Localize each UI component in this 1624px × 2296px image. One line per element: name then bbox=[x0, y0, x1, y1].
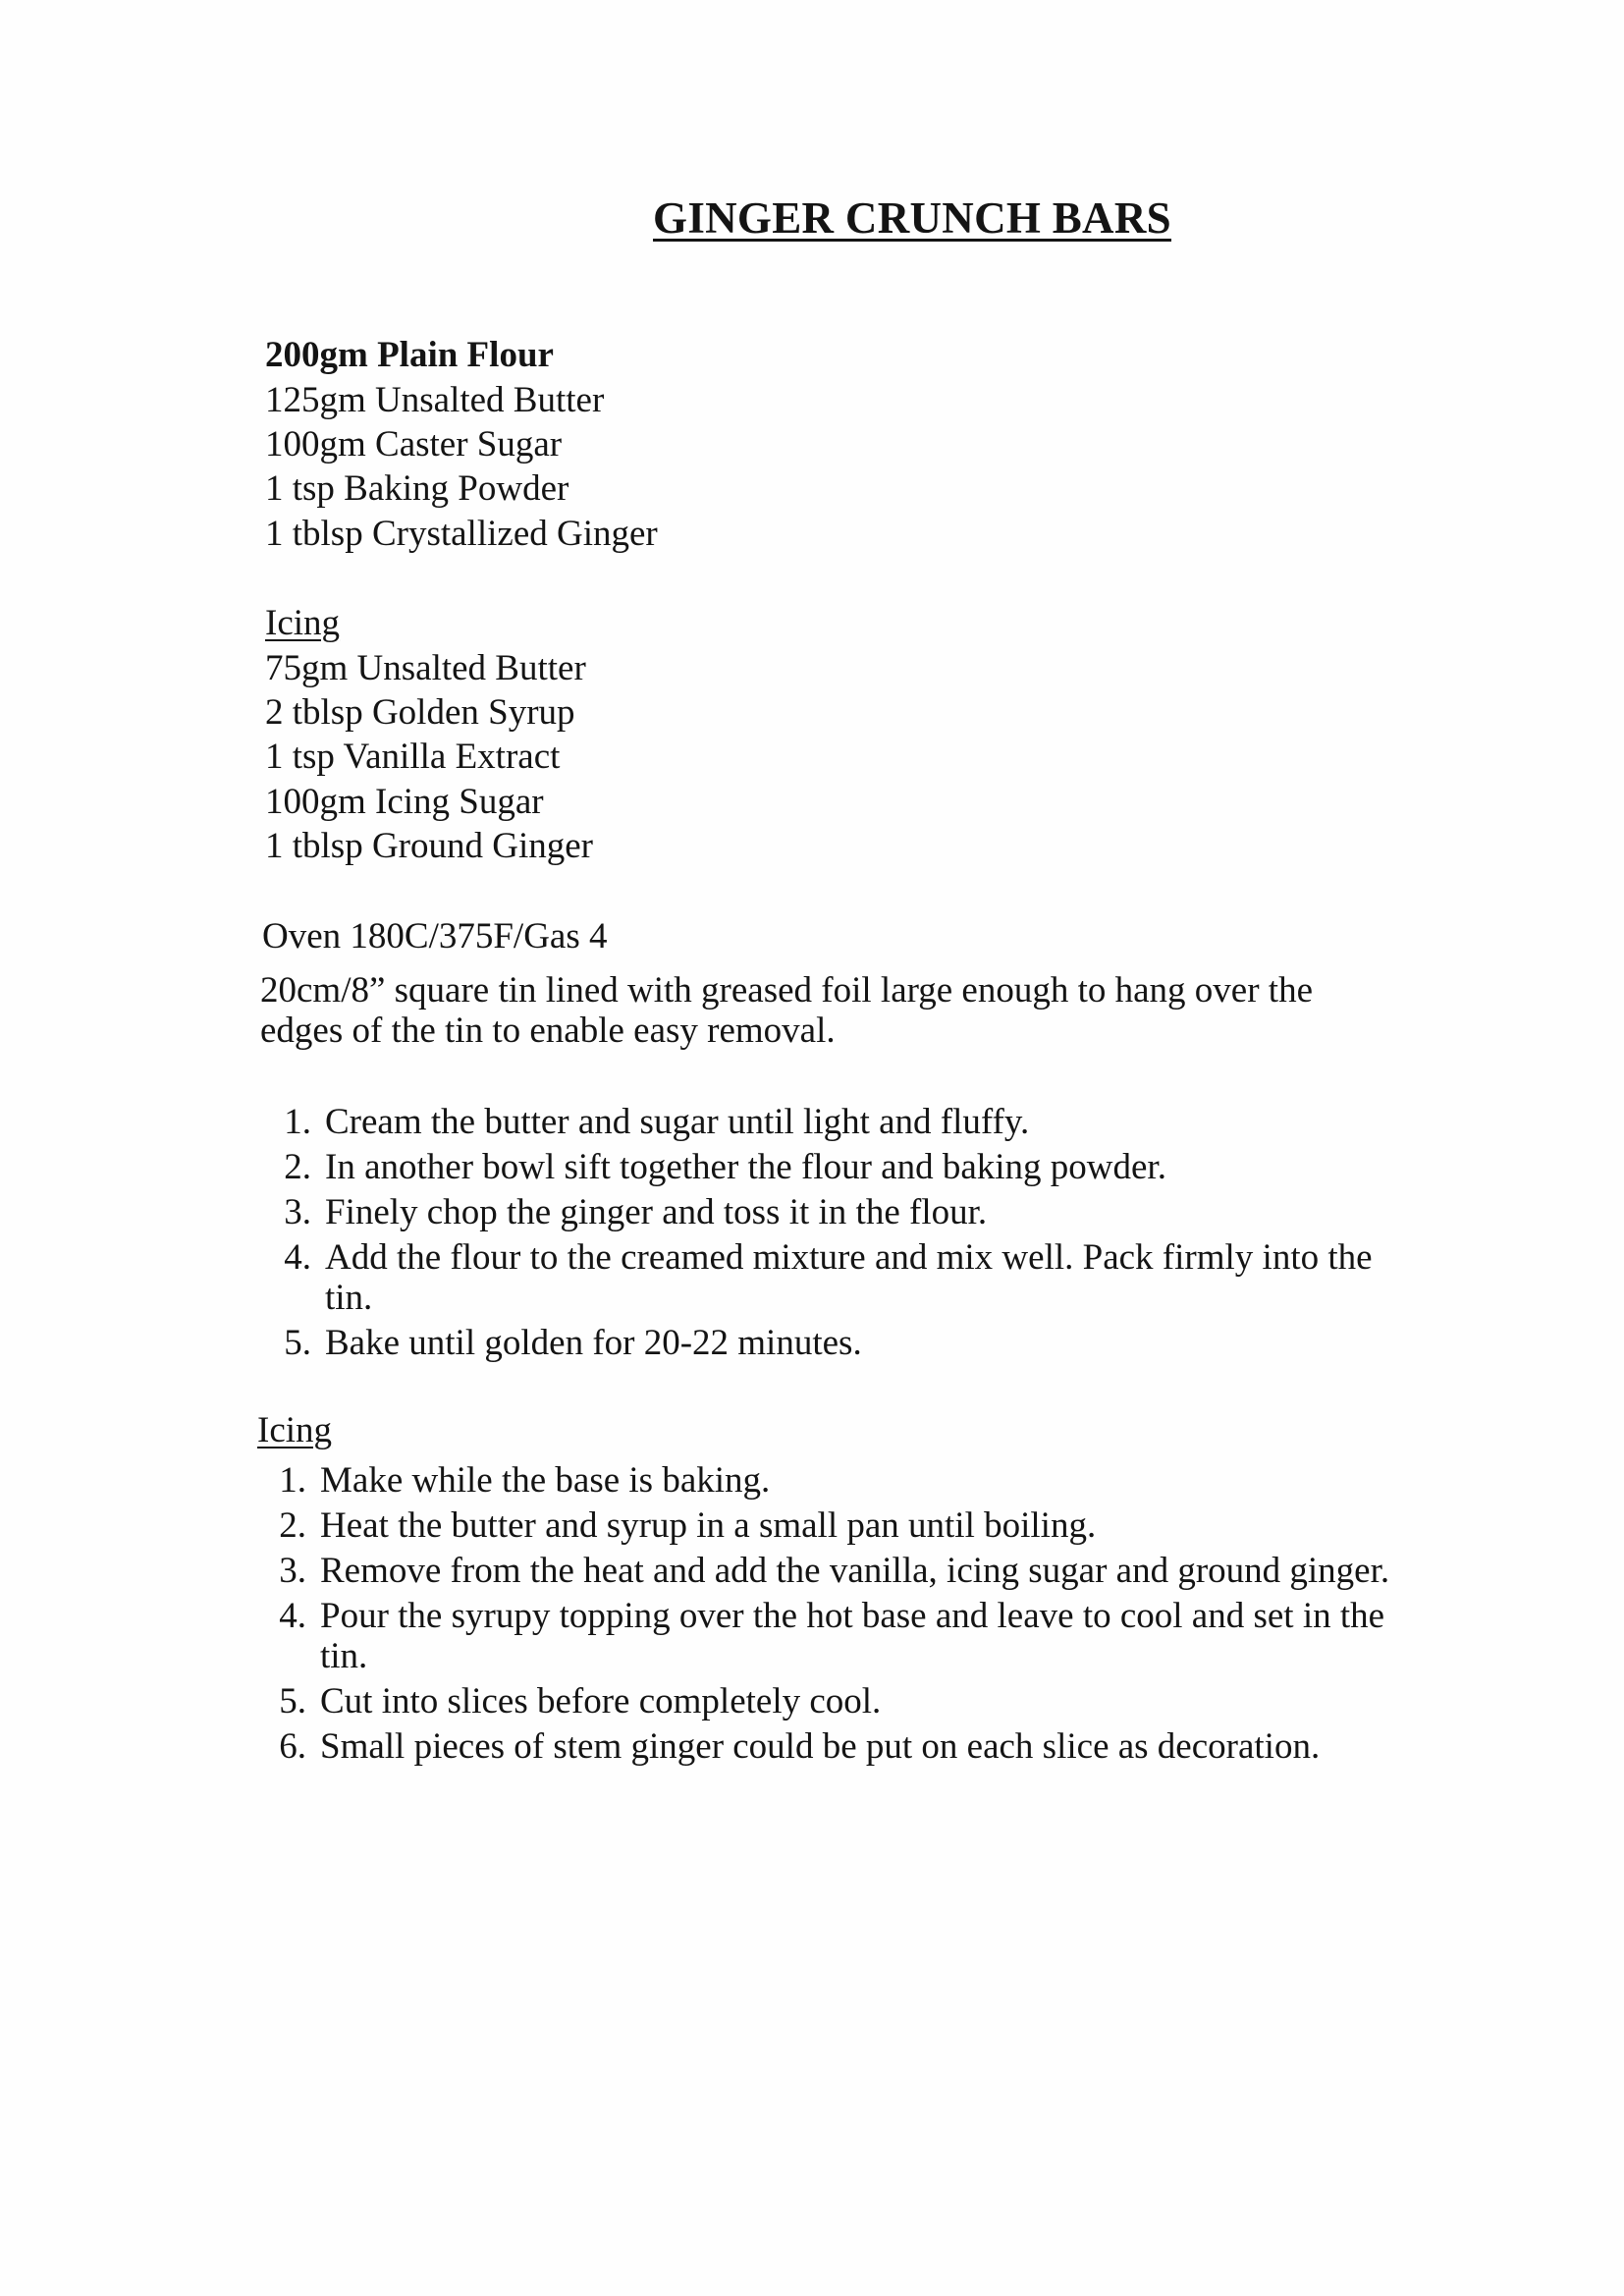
method-step: 3. Finely chop the ginger and toss it in the flour. bbox=[284, 1192, 988, 1232]
method-step: 1. Cream the butter and sugar until light and fluffy. bbox=[284, 1102, 1030, 1142]
method-steps bbox=[231, 1102, 1389, 1368]
ingredient-caster-sugar: 100gm Caster Sugar bbox=[265, 424, 563, 465]
icing-ingredient-ground-ginger: 1 tblsp Ground Ginger bbox=[265, 826, 593, 866]
icing-step: 2. Heat the butter and syrup in a small pan until boiling. bbox=[279, 1505, 1097, 1546]
tin-instructions: 20cm/8” square tin lined with greased foil large enough to hang over the edges of the tin to enable easy removal. bbox=[260, 970, 1314, 1051]
method-step: 2. In another bowl sift together the flour and baking powder. bbox=[284, 1147, 1166, 1187]
icing-ingredients-heading: Icing bbox=[265, 603, 341, 643]
recipe-title: GINGER CRUNCH BARS bbox=[653, 193, 1171, 243]
method-step: 4. Add the flour to the creamed mixture and mix well. Pack firmly into the tin. bbox=[284, 1237, 1373, 1318]
ingredient-baking-powder: 1 tsp Baking Powder bbox=[265, 468, 569, 509]
icing-step: 1. Make while the base is baking. bbox=[279, 1460, 771, 1501]
icing-ingredient-vanilla: 1 tsp Vanilla Extract bbox=[265, 737, 561, 777]
ingredient-flour: 200gm Plain Flour bbox=[265, 335, 554, 375]
oven-temperature: Oven 180C/375F/Gas 4 bbox=[262, 916, 608, 957]
icing-ingredient-butter: 75gm Unsalted Butter bbox=[265, 648, 586, 688]
method-step: 5. Bake until golden for 20-22 minutes. bbox=[284, 1323, 862, 1363]
icing-ingredient-golden-syrup: 2 tblsp Golden Syrup bbox=[265, 692, 575, 733]
icing-steps bbox=[226, 1460, 1404, 1772]
icing-step: 6. Small pieces of stem ginger could be put on each slice as decoration. bbox=[279, 1726, 1321, 1767]
icing-step: 3. Remove from the heat and add the vanilla, icing sugar and ground ginger. bbox=[279, 1551, 1390, 1591]
ingredient-crystallized-ginger: 1 tblsp Crystallized Ginger bbox=[265, 514, 658, 554]
icing-step: 5. Cut into slices before completely cool. bbox=[279, 1681, 882, 1722]
ingredient-butter: 125gm Unsalted Butter bbox=[265, 380, 605, 420]
icing-step: 4. Pour the syrupy topping over the hot base and leave to cool and set in the tin. bbox=[279, 1596, 1385, 1676]
icing-method-heading: Icing bbox=[257, 1410, 333, 1450]
icing-ingredient-icing-sugar: 100gm Icing Sugar bbox=[265, 782, 544, 822]
